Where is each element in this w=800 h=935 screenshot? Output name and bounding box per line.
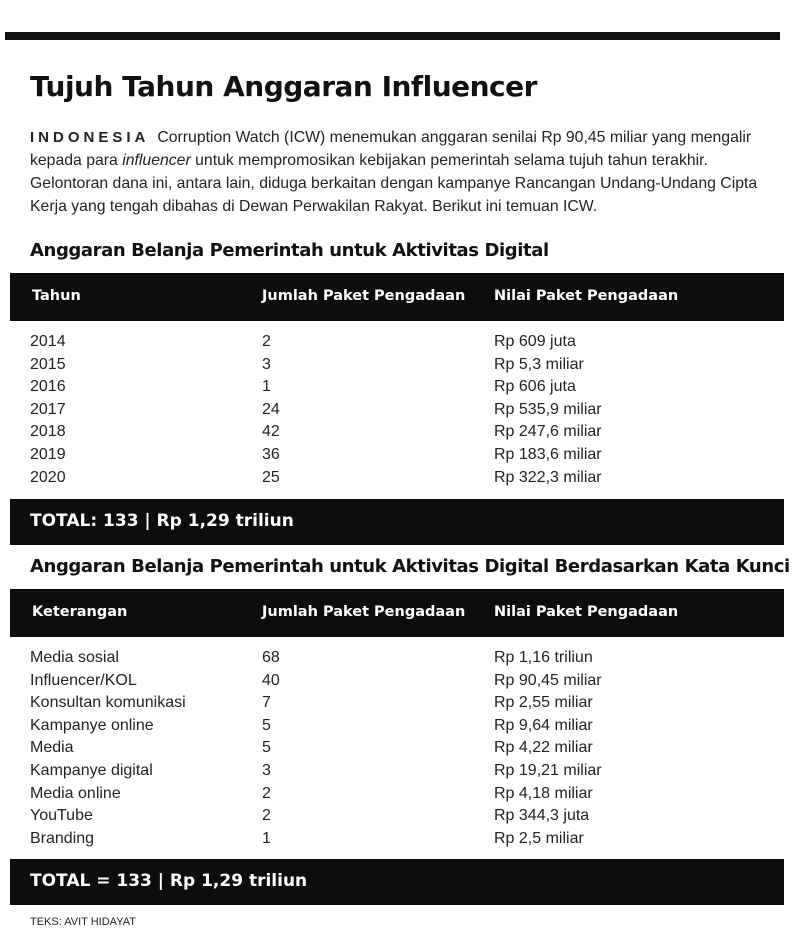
value-cell: Rp 609 juta — [494, 333, 576, 350]
headline: Tujuh Tahun Anggaran Influencer — [30, 70, 537, 103]
value-cell: Rp 90,45 miliar — [494, 671, 602, 689]
table-row — [0, 671, 790, 694]
table1-body — [0, 332, 790, 490]
table1-title: Anggaran Belanja Pemerintah untuk Aktivitas Digital — [30, 240, 549, 261]
keyword-cell: Media sosial — [30, 649, 119, 666]
year-cell: 2015 — [30, 355, 66, 373]
table2-title: Anggaran Belanja Pemerintah untuk Aktivitas Digital Berdasarkan Kata Kunci — [30, 556, 790, 577]
table-row — [0, 377, 790, 400]
table-row — [0, 422, 790, 445]
lead-kicker: INDONESIA — [30, 129, 150, 146]
count-cell: 2 — [262, 784, 271, 802]
count-cell: 2 — [262, 333, 271, 350]
lead-text-before: Corruption Watch (ICW) menemukan anggaran senilai Rp 90,45 miliar yang mengalir kepada para — [30, 129, 752, 169]
year-cell: 2019 — [30, 445, 66, 463]
table-row — [0, 716, 790, 739]
keyword-cell: Kampanye online — [30, 716, 154, 734]
value-cell: Rp 4,18 miliar — [494, 784, 593, 802]
keyword-cell: Branding — [30, 829, 95, 847]
lead-text-after: untuk mempromosikan kebijakan pemerintah selama tujuh tahun terakhir. Gelontoran dana ini, antara lain, diduga berkaitan dengan kampanye Rancangan Undang-Undang Cipta Kerja yang tengah dibahas di Dewan Perwakilan Rakyat. Berikut ini temuan ICW. — [30, 152, 758, 215]
value-cell: Rp 1,16 triliun — [494, 649, 593, 666]
value-cell: Rp 247,6 miliar — [494, 423, 602, 441]
keyword-cell: Konsultan komunikasi — [30, 694, 186, 712]
value-cell: Rp 9,64 miliar — [494, 716, 593, 734]
table-row — [0, 784, 790, 807]
table2-total-bar — [10, 859, 784, 905]
keyword-cell: Media online — [30, 784, 121, 802]
count-cell: 68 — [262, 649, 280, 666]
table1-total-bar — [10, 499, 784, 545]
keyword-cell: Kampanye digital — [30, 761, 153, 779]
table-row — [0, 468, 790, 491]
table2-header-col3: Nilai Paket Pengadaan — [494, 604, 679, 620]
value-cell: Rp 4,22 miliar — [494, 739, 593, 757]
count-cell: 3 — [262, 761, 271, 779]
keyword-cell: YouTube — [30, 807, 93, 825]
table2-header — [10, 589, 784, 637]
value-cell: Rp 2,5 miliar — [494, 829, 584, 847]
value-cell: Rp 344,3 juta — [494, 807, 590, 825]
table1-header-col1: Tahun — [32, 288, 81, 304]
count-cell: 7 — [262, 694, 271, 712]
value-cell: Rp 535,9 miliar — [494, 400, 602, 418]
table2-total: TOTAL = 133 | Rp 1,29 triliun — [30, 871, 308, 891]
table-row — [0, 332, 790, 355]
count-cell: 36 — [262, 445, 280, 463]
table1-total: TOTAL: 133 | Rp 1,29 triliun — [30, 511, 294, 531]
keyword-cell: Influencer/KOL — [30, 671, 137, 689]
count-cell: 1 — [262, 378, 271, 396]
count-cell: 24 — [262, 400, 280, 418]
table-row — [0, 829, 790, 852]
value-cell: Rp 606 juta — [494, 378, 576, 396]
year-cell: 2014 — [30, 333, 66, 350]
table-row — [0, 761, 790, 784]
table-row — [0, 355, 790, 378]
table-row — [0, 648, 790, 671]
table-row — [0, 400, 790, 423]
year-cell: 2020 — [30, 468, 66, 486]
table-row — [0, 693, 790, 716]
count-cell: 42 — [262, 423, 280, 441]
value-cell: Rp 183,6 miliar — [494, 445, 602, 463]
year-cell: 2018 — [30, 423, 66, 441]
lead-text-emphasis: influencer — [122, 152, 191, 169]
year-cell: 2016 — [30, 378, 66, 396]
table2-header-col1: Keterangan — [32, 604, 128, 620]
table-row — [0, 738, 790, 761]
table1-header-col3: Nilai Paket Pengadaan — [494, 288, 679, 304]
count-cell: 3 — [262, 355, 271, 373]
count-cell: 1 — [262, 829, 271, 847]
value-cell: Rp 5,3 miliar — [494, 355, 584, 373]
count-cell: 5 — [262, 739, 271, 757]
credit-line: TEKS: AVIT HIDAYAT — [30, 916, 136, 928]
count-cell: 5 — [262, 716, 271, 734]
table-row — [0, 445, 790, 468]
value-cell: Rp 19,21 miliar — [494, 761, 602, 779]
table2-header-col2: Jumlah Paket Pengadaan — [262, 604, 466, 620]
table1-header-col2: Jumlah Paket Pengadaan — [262, 288, 466, 304]
top-rule — [5, 32, 780, 40]
table2-body — [0, 648, 790, 851]
count-cell: 40 — [262, 671, 280, 689]
count-cell: 2 — [262, 807, 271, 825]
keyword-cell: Media — [30, 739, 74, 757]
year-cell: 2017 — [30, 400, 66, 418]
table-row — [0, 806, 790, 829]
count-cell: 25 — [262, 468, 280, 486]
table1-header — [10, 273, 784, 321]
lead-paragraph — [30, 126, 784, 218]
value-cell: Rp 322,3 miliar — [494, 468, 602, 486]
value-cell: Rp 2,55 miliar — [494, 694, 593, 712]
